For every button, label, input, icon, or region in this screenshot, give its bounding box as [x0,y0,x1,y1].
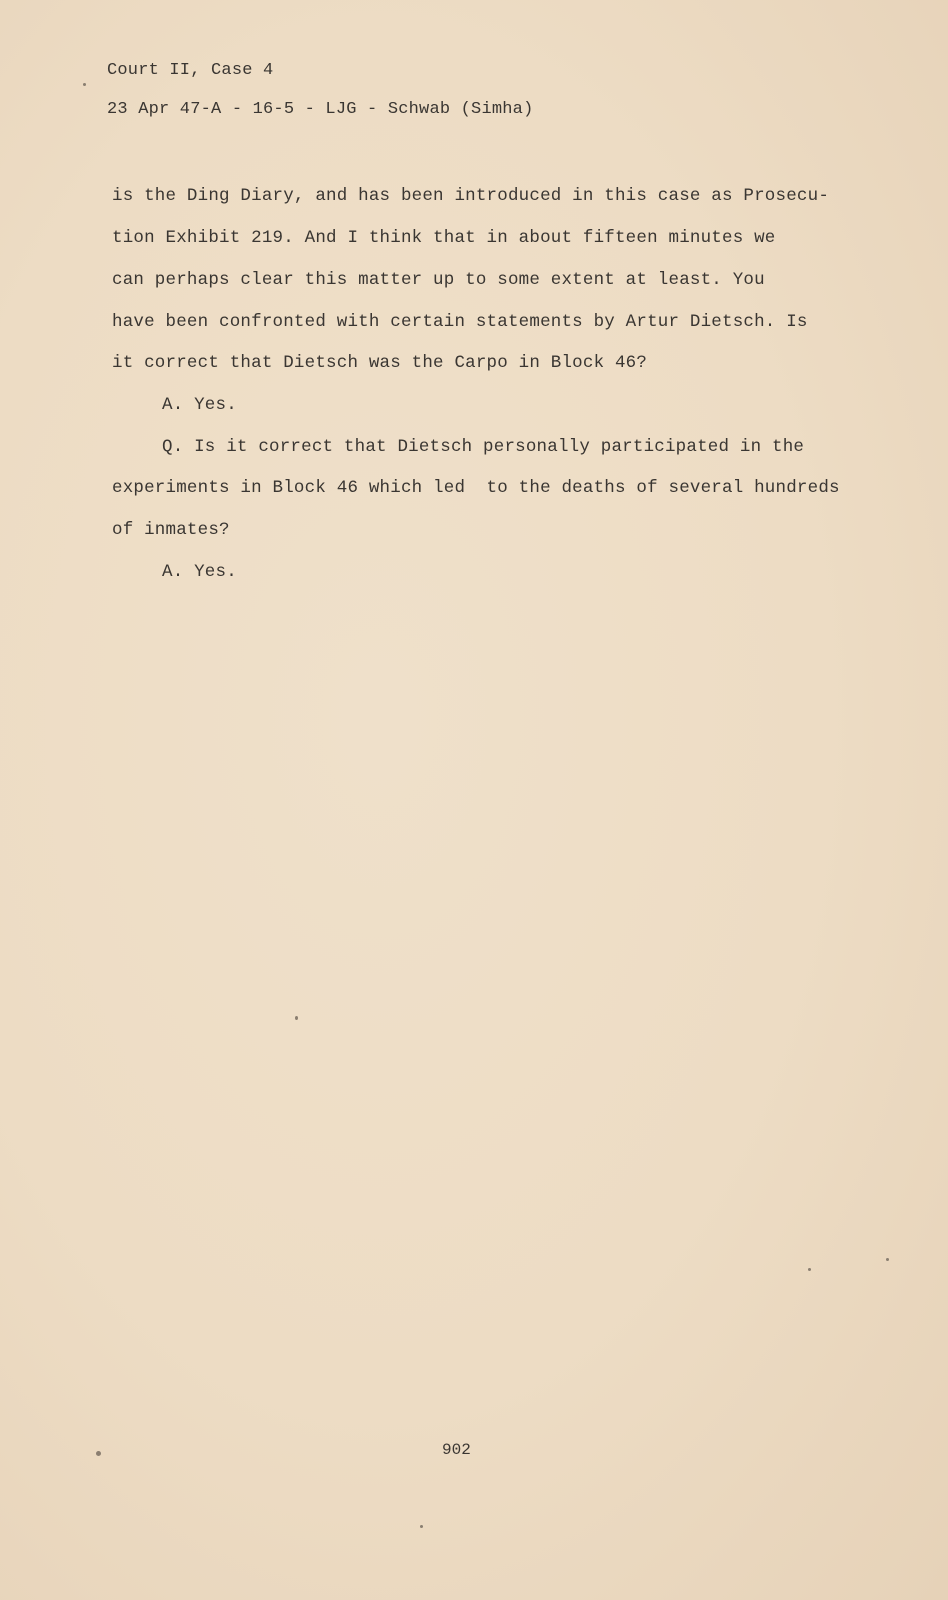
question-line-1: Q. Is it correct that Dietsch personally participated in the [162,437,805,457]
question-line-2: experiments in Block 46 which led to the deaths of several hundreds [112,478,840,498]
paper-speck [420,1525,423,1528]
page-number: 902 [442,1441,471,1459]
body-line-3: can perhaps clear this matter up to some extent at least. You [112,270,765,290]
session-header: 23 Apr 47-A - 16-5 - LJG - Schwab (Simha) [107,100,534,119]
body-line-2: tion Exhibit 219. And I think that in about fifteen minutes we [112,228,776,248]
court-case-header: Court II, Case 4 [107,61,274,80]
body-line-1: is the Ding Diary, and has been introduced in this case as Prosecu- [112,186,830,206]
paper-speck [808,1268,811,1271]
paper-speck [83,83,86,86]
paper-speck [295,1016,298,1020]
paper-speck [886,1258,889,1261]
paper-speck [96,1451,101,1456]
question-line-3: of inmates? [112,520,230,540]
answer-1: A. Yes. [162,395,237,415]
answer-2: A. Yes. [162,562,237,582]
body-line-4: have been confronted with certain statements by Artur Dietsch. Is [112,312,808,332]
body-line-5: it correct that Dietsch was the Carpo in Block 46? [112,353,648,373]
